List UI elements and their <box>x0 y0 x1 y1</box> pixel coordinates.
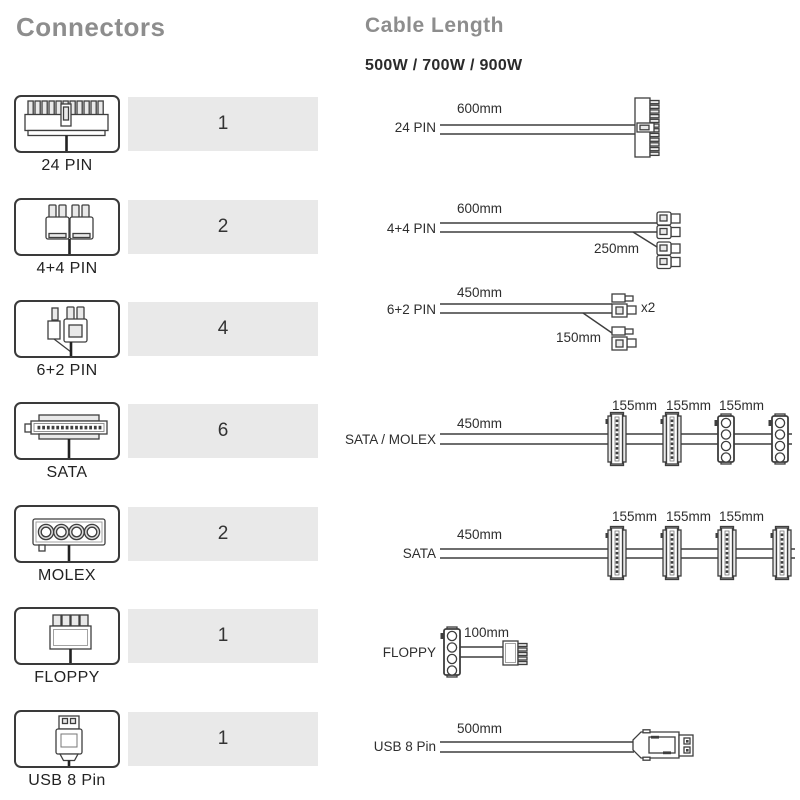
cable-usb8pin-drawing <box>340 700 800 780</box>
cable-24pin-drawing <box>340 88 800 164</box>
connector-count-badge <box>128 404 318 458</box>
connectors-panel-title: Connectors <box>16 12 166 42</box>
sata-molex-length-main: 450mm <box>457 416 503 431</box>
sata-length-seg1: 155mm <box>612 509 658 524</box>
connector-label: FLOPPY <box>34 669 100 686</box>
connector-count: 2 <box>217 216 229 237</box>
connector-row-4plus4pin <box>0 198 330 298</box>
connector-count: 1 <box>217 113 229 134</box>
connector-24pin-box <box>14 95 120 153</box>
connector-row-24pin <box>0 95 330 195</box>
sata-length-seg2: 155mm <box>666 509 712 524</box>
connector-4plus4pin-box <box>14 198 120 256</box>
cable-6plus2pin-length-main: 450mm <box>457 285 503 300</box>
connector-count: 1 <box>217 625 229 646</box>
cable-row-usb8pin-label: USB 8 Pin <box>373 739 436 754</box>
connector-count-badge <box>128 609 318 663</box>
sata-length-main: 450mm <box>457 527 503 542</box>
connector-label: 24 PIN <box>41 157 93 174</box>
connector-count-badge <box>128 712 318 766</box>
usb8pin-length: 500mm <box>457 721 503 736</box>
connector-6plus2pin-box <box>14 300 120 358</box>
wattage-subtitle: 500W / 700W / 900W <box>365 57 523 74</box>
cable-row-24pin-label: 24 PIN <box>394 120 436 135</box>
cable-floppy-drawing <box>340 608 800 690</box>
cable-4plus4pin-drawing <box>340 195 800 280</box>
cable-4plus4pin-length-split: 250mm <box>594 241 640 256</box>
usb-connector-icon <box>17 712 117 766</box>
cable-4plus4pin-length-main: 600mm <box>457 201 503 216</box>
connector-count: 1 <box>217 728 229 749</box>
connector-label: 6+2 PIN <box>36 362 98 379</box>
24pin-connector-icon <box>17 97 117 151</box>
connector-count-badge <box>128 507 318 561</box>
cable-length-panel-title: Cable Length <box>365 14 505 37</box>
connector-row-molex <box>0 505 330 605</box>
cable-6plus2pin-multiplier: x2 <box>641 300 656 315</box>
sata-molex-length-seg3: 155mm <box>719 398 765 413</box>
connector-label: MOLEX <box>37 567 96 584</box>
connector-label: USB 8 Pin <box>28 772 106 789</box>
connector-row-sata <box>0 402 330 502</box>
4plus4-pin-connector-icon <box>17 200 117 254</box>
connector-sata-box <box>14 402 120 460</box>
connector-count-badge <box>128 200 318 254</box>
6plus2-pin-connector-icon <box>17 302 117 356</box>
sata-molex-length-seg1: 155mm <box>612 398 658 413</box>
connector-row-6plus2pin <box>0 300 330 400</box>
connector-count-badge <box>128 97 318 151</box>
connector-count-badge <box>128 302 318 356</box>
cable-row-6plus2pin-label: 6+2 PIN <box>386 302 436 317</box>
connector-count: 4 <box>217 318 229 339</box>
sata-molex-length-seg2: 155mm <box>666 398 712 413</box>
cable-6plus2pin-length-split: 150mm <box>556 330 602 345</box>
connector-floppy-box <box>14 607 120 665</box>
connector-count: 2 <box>217 523 229 544</box>
cable-24pin-length: 600mm <box>457 101 503 116</box>
cable-row-sata-label: SATA <box>402 546 436 561</box>
connector-count: 6 <box>217 420 229 441</box>
cable-6plus2pin-drawing <box>340 278 800 363</box>
molex-connector-icon <box>17 507 117 561</box>
connector-molex-box <box>14 505 120 563</box>
connector-row-usb8pin <box>0 710 330 800</box>
floppy-length: 100mm <box>464 625 510 640</box>
sata-connector-icon <box>17 404 117 458</box>
cable-sata-drawing <box>340 505 800 595</box>
cable-row-sata-molex-label: SATA / MOLEX <box>344 432 436 447</box>
connector-usb8pin-box <box>14 710 120 768</box>
connector-row-floppy <box>0 607 330 707</box>
sata-length-seg3: 155mm <box>719 509 765 524</box>
cable-row-4plus4pin-label: 4+4 PIN <box>386 221 436 236</box>
floppy-connector-icon <box>17 609 117 663</box>
connector-label: 4+4 PIN <box>36 260 98 277</box>
connector-label: SATA <box>46 464 88 481</box>
cable-sata-molex-drawing <box>340 395 800 485</box>
cable-row-floppy-label: FLOPPY <box>382 645 436 660</box>
